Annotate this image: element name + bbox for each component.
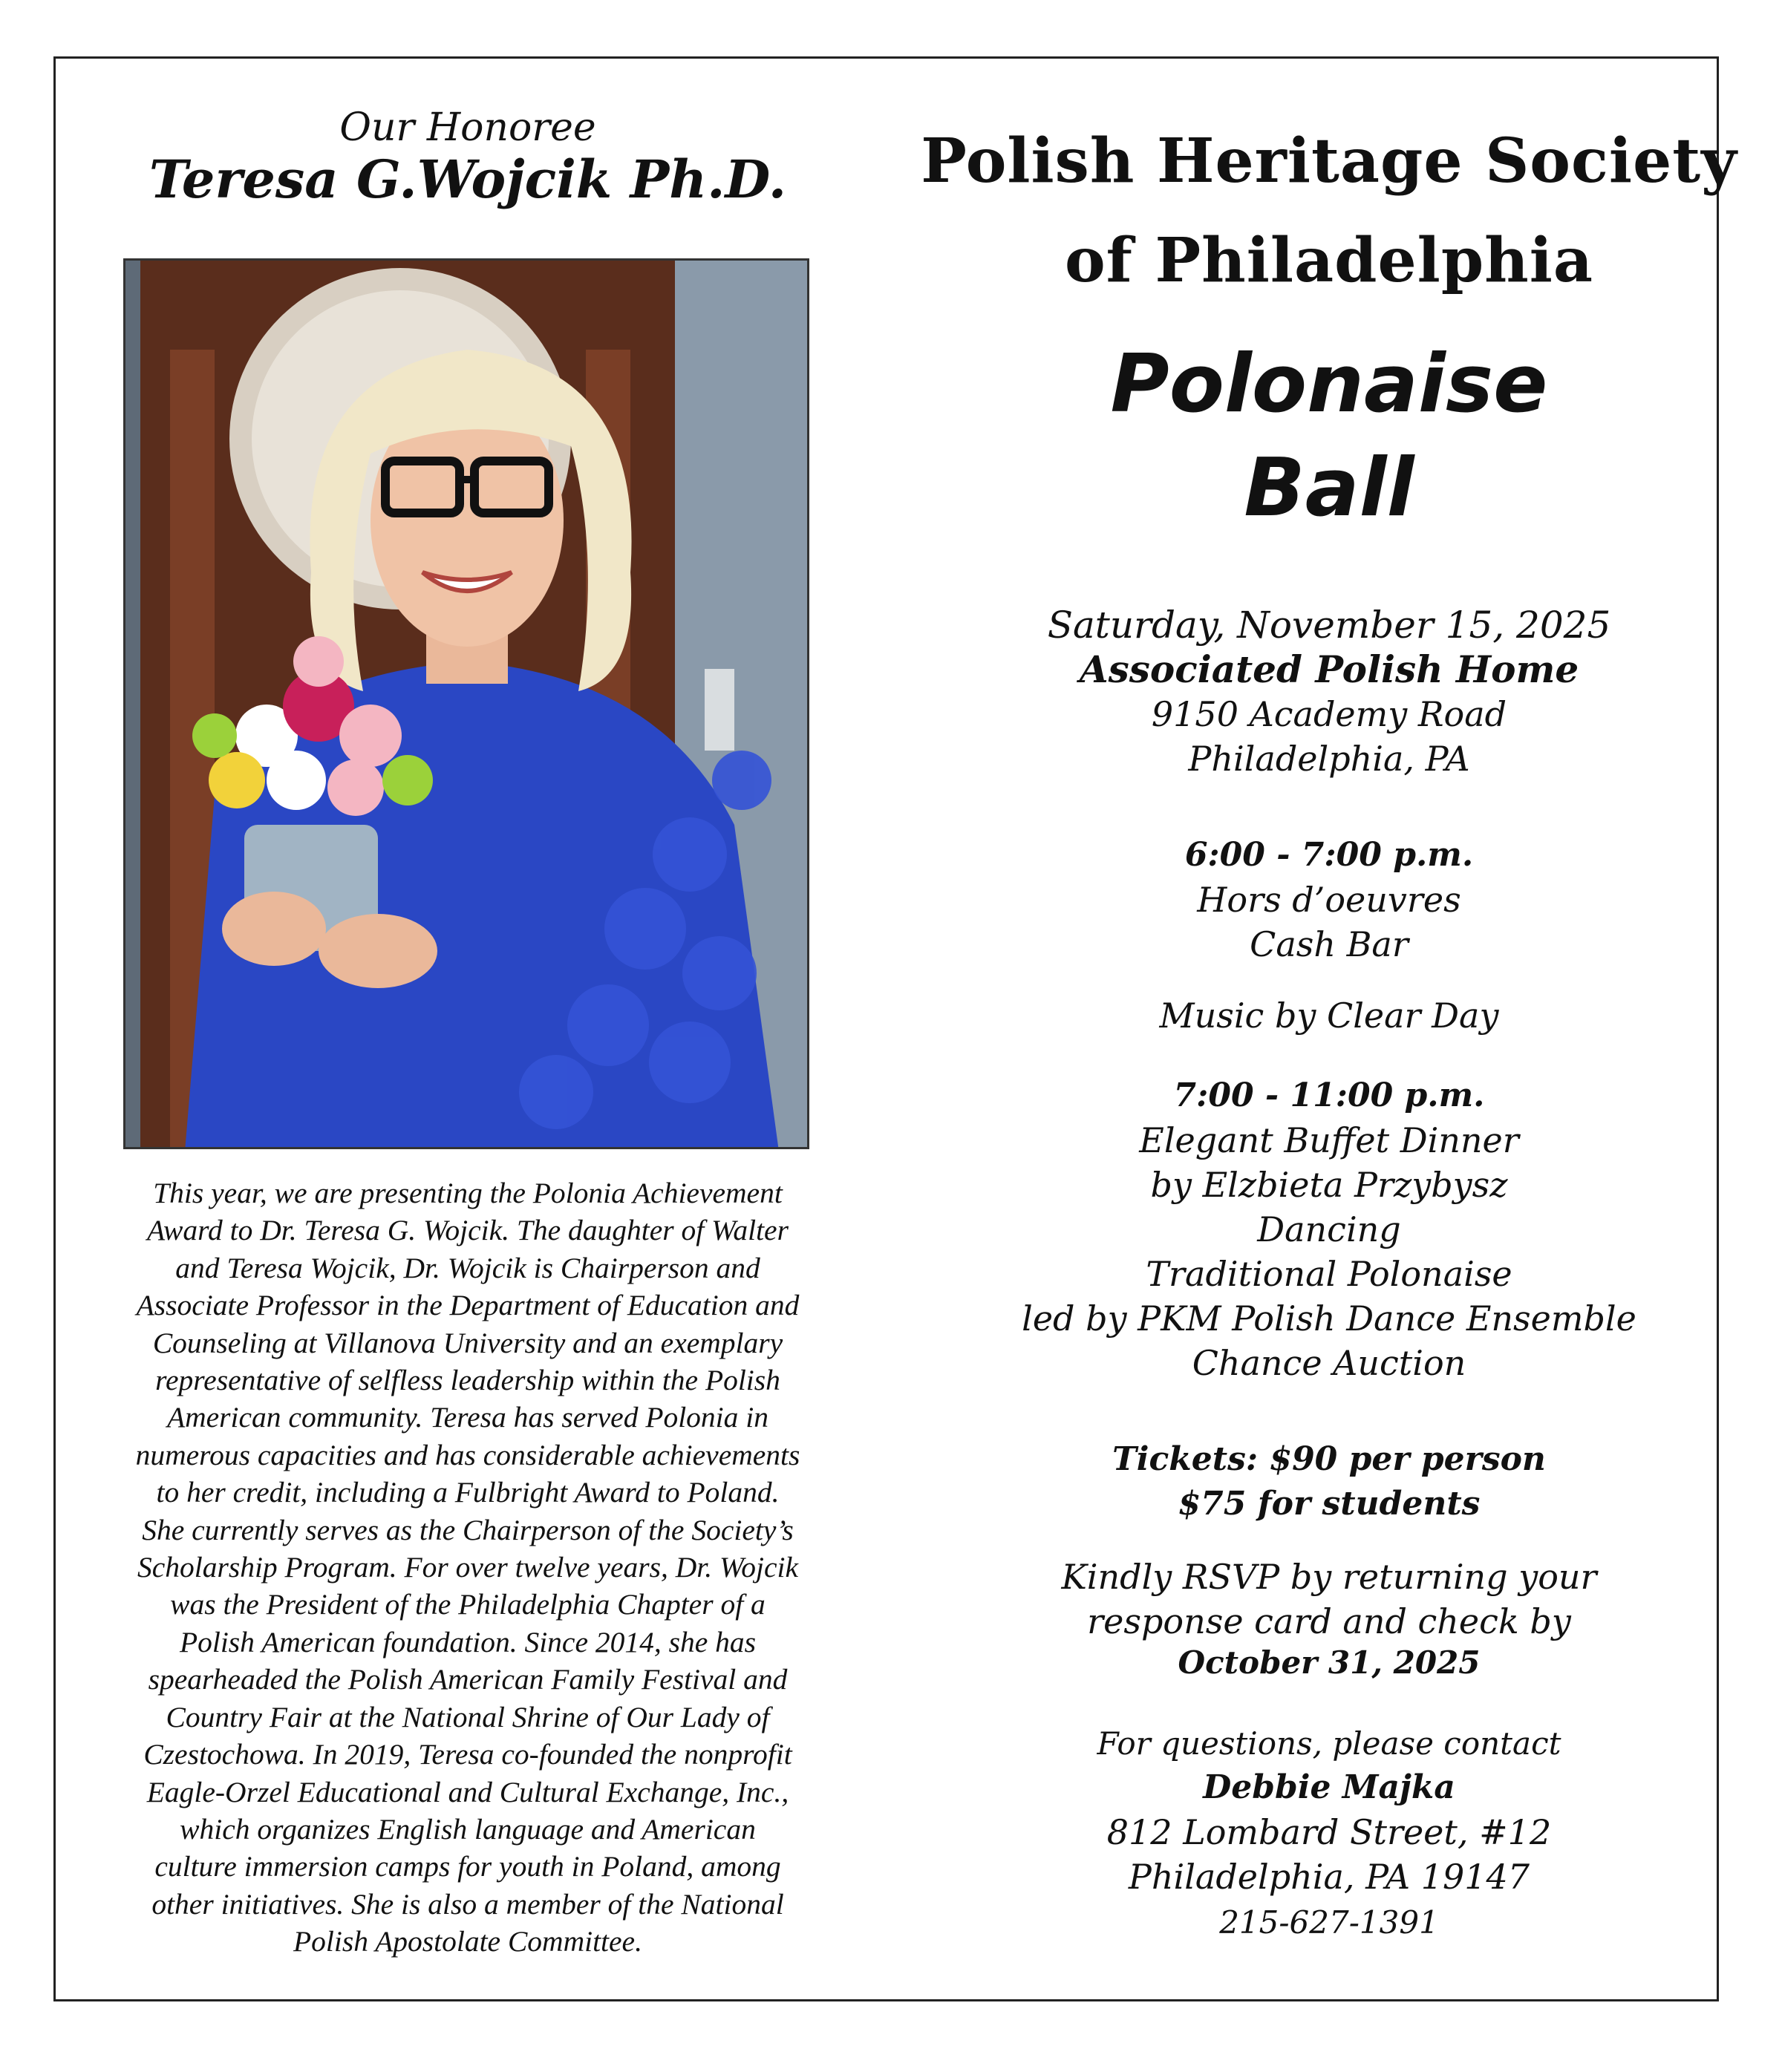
event-address1: 9150 Academy Road [1151,694,1507,734]
schedule-item: led by PKM Polish Dance Ensemble [1022,1298,1636,1339]
schedule-item: Hors d’oeuvres [1197,880,1461,920]
tickets-line2: $75 for students [1178,1485,1481,1523]
schedule-time2: 7:00 - 11:00 p.m. [1173,1076,1485,1114]
bio-line: and Teresa Wojcik, Dr. Wojcik is Chairperson and [175,1251,760,1284]
event-details [921,603,1737,781]
event-title-line1: Polonaise [1110,338,1548,431]
bio-line: to her credit, including a Fulbright Award to Poland. [156,1476,780,1509]
schedule-item: Chance Auction [1192,1343,1466,1383]
honoree-portrait-illustration [125,261,809,1149]
music-line: Music by Clear Day [1159,996,1499,1036]
bio-line: She currently serves as the Chairperson of the Society’s [142,1513,794,1546]
bio-line: spearheaded the Polish American Family Festival and [148,1663,788,1696]
contact-phone: 215-627-1391 [1219,1904,1439,1941]
rsvp-line2: response card and check by [1087,1601,1571,1641]
bio-line: was the President of the Philadelphia Chapter of a [170,1588,766,1621]
bio-line: American community. Teresa has served Polonia in [166,1401,769,1434]
contact-city: Philadelphia, PA 19147 [1128,1857,1530,1897]
tickets-line1: Tickets: $90 per person [1112,1440,1546,1478]
org-name [921,111,1737,310]
schedule-music [921,993,1737,1038]
bio-line: Country Fair at the National Shrine of Our Lady of [166,1700,770,1733]
contact-street: 812 Lombard Street, #12 [1106,1812,1552,1852]
event-title [921,333,1737,540]
contact-name: Debbie Majka [1203,1768,1455,1806]
honoree-bio [104,1174,832,1961]
bio-line: Polish Apostolate Committee. [293,1925,642,1958]
bio-line: numerous capacities and has considerable achievements [135,1438,800,1471]
bio-line: representative of selfless leadership within the Polish [155,1364,780,1397]
bio-line: Eagle-Orzel Educational and Cultural Exchange, Inc., [146,1775,789,1808]
bio-line: Associate Professor in the Department of Education and [136,1289,800,1322]
bio-line: Award to Dr. Teresa G. Wojcik. The daughter of Walter [147,1214,789,1247]
bio-line: which organizes English language and American [180,1812,756,1846]
honoree-photo [123,258,809,1149]
contact [921,1722,1737,1947]
rsvp-line1: Kindly RSVP by returning your [1061,1557,1597,1597]
contact-intro: For questions, please contact [1097,1725,1561,1762]
rsvp [921,1555,1737,1682]
event-address2: Philadelphia, PA [1188,739,1470,779]
org-name-line1: Polish Heritage Society [921,125,1737,197]
bio-line: other initiatives. She is also a member of the National [151,1887,784,1921]
schedule-item: Dancing [1257,1209,1401,1249]
event-title-line2: Ball [1244,442,1414,535]
schedule-first [921,833,1737,967]
bio-line: This year, we are presenting the Polonia Achievement [153,1177,783,1209]
rsvp-deadline: October 31, 2025 [1178,1644,1481,1681]
bio-line: Czestochowa. In 2019, Teresa co-founded the nonprofit [143,1738,792,1771]
honoree-name: Teresa G.Wojcik Ph.D. [148,148,787,210]
bio-line: Scholarship Program. For over twelve years, Dr. Wojcik [137,1551,799,1584]
schedule-item: Cash Bar [1250,924,1409,964]
schedule-time1: 6:00 - 7:00 p.m. [1184,836,1474,874]
honoree-label: Our Honoree [339,105,596,150]
bio-line: culture immersion camps for youth in Poland, among [154,1850,781,1883]
bio-line: Polish American foundation. Since 2014, she has [179,1625,757,1658]
schedule-second [921,1073,1737,1385]
tickets [921,1437,1737,1526]
schedule-item: Elegant Buffet Dinner [1139,1120,1519,1160]
schedule-item: Traditional Polonaise [1146,1254,1512,1294]
event-date: Saturday, November 15, 2025 [1047,604,1611,647]
org-name-line2: of Philadelphia [1064,225,1594,296]
schedule-item: by Elzbieta Przybysz [1150,1165,1508,1205]
event-venue: Associated Polish Home [1079,647,1579,691]
bio-line: Counseling at Villanova University and an exemplary [152,1326,783,1359]
